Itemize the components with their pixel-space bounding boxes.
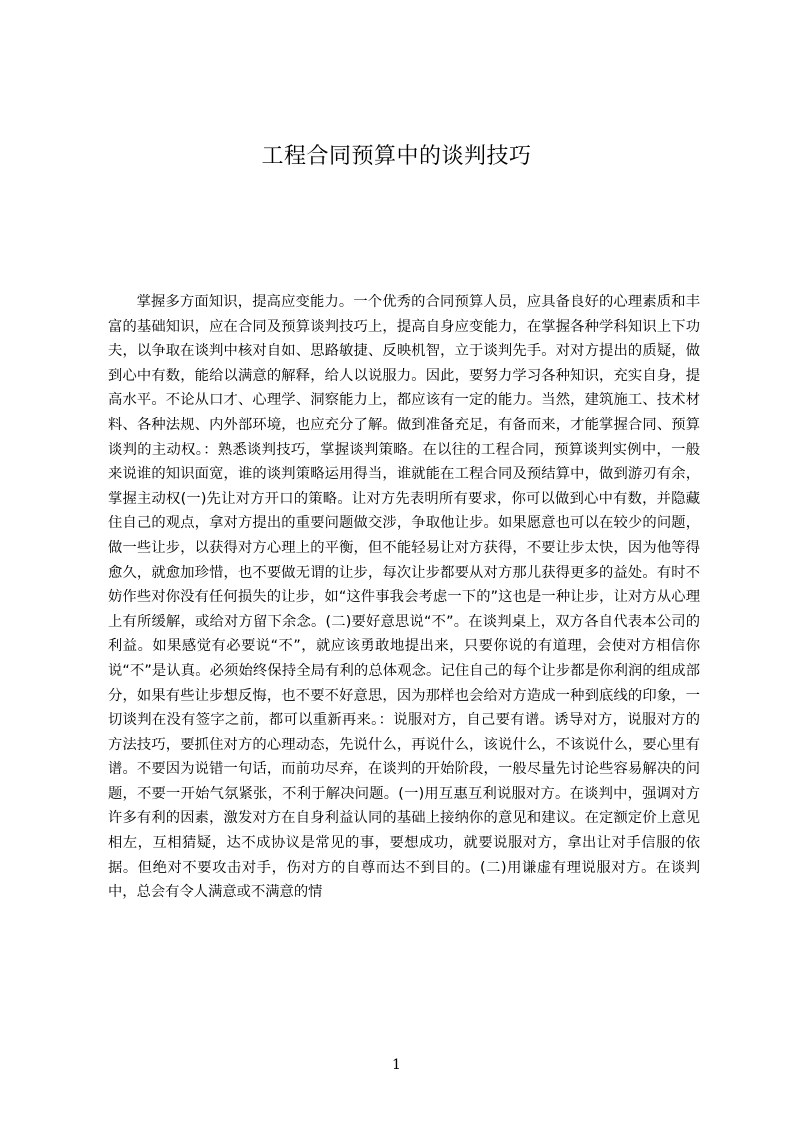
- body-paragraph: 掌握多方面知识，提高应变能力。一个优秀的合同预算人员，应具备良好的心理素质和丰富的基础知识，应在合同及预算谈判技巧上，提高自身应变能力，在掌握各种学科知识上下功夫，以争取在谈判中核对自如、思路敏捷、反映机智，立于谈判先手。对对方提出的质疑，做到心中有数，能给以满意的解释，给人以说服力。因此，要努力学习各种知识，充实自身，提高水平。不论从口才、心理学、洞察能力上，都应该有一定的能力。当然，建筑施工、技术材料、各种法规、内外部环境，也应充分了解。做到准备充足，有备而来，才能掌握合同、预算谈判的主动权。：熟悉谈判技巧，掌握谈判策略。在以往的工程合同，预算谈判实例中，一般来说谁的知识面宽，谁的谈判策略运用得当，谁就能在工程合同及预结算中，做到游刃有余，掌握主动权(一)先让对方开口的策略。让对方先表明所有要求，你可以做到心中有数，并隐藏住自己的观点，拿对方提出的重要问题做交涉，争取他让步。如果愿意也可以在较少的问题，做一些让步，以获得对方心理上的平衡，但不能轻易让对方获得，不要让步太快，因为他等得愈久，就愈加珍惜，也不要做无谓的让步，每次让步都要从对方那儿获得更多的益处。有时不妨作些对你没有任何损失的让步，如“这件事我会考虑一下的”这也是一种让步，让对方从心理上有所缓解，或给对方留下余念。(二)要好意思说“不”。在谈判桌上，双方各自代表本公司的利益。如果感觉有必要说“不”，就应该勇敢地提出来，只要你说的有道理，会使对方相信你说“不”是认真。必须始终保持全局有利的总体观念。记住自己的每个让步都是你利润的组成部分，如果有些让步想反悔，也不要不好意思，因为那样也会给对方造成一种到底线的印象，一切谈判在没有签字之前，都可以重新再来。：说服对方，自己要有谱。诱导对方，说服对方的方法技巧，要抓住对方的心理动态，先说什么，再说什么，该说什么，不该说什么，要心里有谱。不要因为说错一句话，而前功尽弃，在谈判的开始阶段，一般尽量先讨论些容易解决的问题，不要一开始气氛紧张，不利于解决问题。(一)用互惠互利说服对方。在谈判中，强调对方许多有利的因素，激发对方在自身利益认同的基础上接纳你的意见和建议。在定额定价上意见相左，互相猜疑，达不成协议是常见的事，要想成功，就要说服对方，拿出让对手信服的依据。但绝对不要攻击对手，伤对方的自尊而达不到目的。(二)用谦虚有理说服对方。在谈判中，总会有令人满意或不满意的情: [108, 294, 700, 901]
- page-number: 1: [392, 1057, 401, 1073]
- document-title: 工程合同预算中的谈判技巧: [261, 144, 532, 169]
